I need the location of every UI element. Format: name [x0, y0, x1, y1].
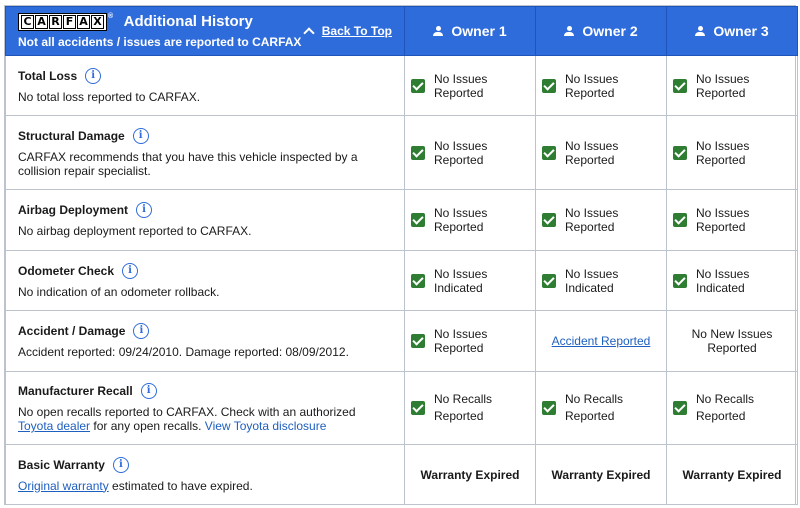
- row-title: Total Loss: [18, 68, 78, 83]
- toyota-dealer-link[interactable]: Toyota dealer: [18, 419, 91, 433]
- owner-3-status: Warranty Expired: [667, 445, 798, 505]
- check-icon: [411, 274, 425, 288]
- table-row: [6, 190, 798, 251]
- table-row: [6, 445, 798, 505]
- owner-label: Owner 3: [713, 23, 769, 39]
- check-icon: [411, 401, 425, 415]
- owner-3-status: [667, 311, 798, 372]
- check-icon: [411, 79, 425, 93]
- status-text: No Issues Reported: [565, 206, 619, 234]
- logo-letter: C: [21, 15, 34, 29]
- logo-trademark: ®: [108, 12, 114, 20]
- row-title: Structural Damage: [18, 128, 125, 143]
- logo-letter: A: [35, 15, 48, 29]
- status-text: No Recalls Reported: [434, 392, 493, 423]
- person-icon: [564, 26, 574, 36]
- logo-letter: A: [77, 15, 90, 29]
- info-icon[interactable]: i: [113, 457, 129, 473]
- check-icon: [411, 146, 425, 160]
- row-label-cell: [6, 116, 405, 190]
- table-row: [6, 311, 798, 372]
- desc-text: estimated to have expired.: [108, 478, 253, 493]
- status-text: No Issues Reported: [565, 138, 619, 167]
- section-title: Additional History: [123, 13, 253, 31]
- row-description: [18, 405, 392, 433]
- back-to-top-label: Back To Top: [321, 24, 392, 38]
- check-icon: [673, 274, 687, 288]
- person-icon: [695, 26, 705, 36]
- desc-text: No open recalls reported to CARFAX. Check with an authorized: [18, 405, 356, 419]
- row-description: No total loss reported to CARFAX.: [18, 89, 201, 104]
- row-title: Odometer Check: [18, 263, 115, 278]
- check-icon: [673, 79, 687, 93]
- status-text: No Issues Reported: [434, 327, 488, 355]
- check-icon: [673, 146, 687, 160]
- owner-2-status: [536, 116, 667, 190]
- status-text: No Issues Reported: [696, 71, 750, 100]
- check-icon: [542, 401, 556, 415]
- row-description: Accident reported: 09/24/2010. Damage reported: 08/09/2012.: [18, 345, 349, 359]
- owner-2-status: [536, 372, 667, 445]
- owner-2-status: [536, 56, 667, 116]
- owner-3-status: [667, 190, 798, 251]
- table-row: [6, 372, 798, 445]
- row-label-cell: [6, 372, 405, 445]
- header-row: [6, 7, 798, 56]
- status-text: No Recalls Reported: [696, 392, 755, 423]
- owner-1-status: [405, 251, 536, 311]
- status-text: No Issues Reported: [565, 71, 619, 100]
- logo-letter: R: [49, 15, 62, 29]
- status-text: No Issues Reported: [434, 71, 488, 100]
- check-icon: [542, 79, 556, 93]
- info-icon[interactable]: i: [85, 68, 101, 84]
- row-description: CARFAX recommends that you have this vehicle inspected by a collision repair specialist.: [18, 149, 358, 178]
- status-text: No Issues Indicated: [565, 266, 619, 295]
- owner-1-status: [405, 190, 536, 251]
- back-to-top-link[interactable]: [305, 24, 392, 38]
- additional-history-table: [4, 5, 796, 505]
- owner-3-header: [667, 7, 798, 56]
- row-label-cell: [6, 251, 405, 311]
- owner-3-status: [667, 56, 798, 116]
- logo-letter: X: [91, 15, 104, 29]
- table-row: [6, 251, 798, 311]
- table-row: [6, 56, 798, 116]
- row-title: Basic Warranty: [18, 457, 105, 472]
- check-icon: [542, 213, 556, 227]
- row-label-cell: [6, 56, 405, 116]
- row-description: No airbag deployment reported to CARFAX.: [18, 224, 252, 238]
- check-icon: [542, 274, 556, 288]
- owner-1-status: [405, 311, 536, 372]
- row-label-cell: [6, 190, 405, 251]
- info-icon[interactable]: i: [133, 128, 149, 144]
- info-icon[interactable]: i: [141, 383, 157, 399]
- original-warranty-link[interactable]: Original warranty: [18, 478, 109, 493]
- owner-3-status: [667, 372, 798, 445]
- check-icon: [411, 213, 425, 227]
- status-text: No New Issues Reported: [691, 327, 773, 355]
- info-icon[interactable]: i: [136, 202, 152, 218]
- row-label-cell: [6, 445, 405, 505]
- info-icon[interactable]: i: [122, 263, 138, 279]
- status-text: No Issues Indicated: [434, 266, 488, 295]
- row-title: Airbag Deployment: [18, 203, 129, 217]
- owner-2-header: [536, 7, 667, 56]
- accident-reported-link[interactable]: Accident Reported: [551, 334, 651, 348]
- owner-1-status: Warranty Expired: [405, 445, 536, 505]
- check-icon: [411, 334, 425, 348]
- status-text: No Issues Reported: [434, 206, 488, 234]
- owner-2-status: [536, 311, 667, 372]
- carfax-logo: [18, 13, 107, 31]
- info-icon[interactable]: i: [133, 323, 149, 339]
- logo-letter: F: [63, 15, 76, 29]
- status-text: No Issues Reported: [696, 138, 750, 167]
- row-title: Manufacturer Recall: [18, 384, 133, 398]
- person-icon: [433, 26, 443, 36]
- status-text: No Issues Reported: [434, 138, 488, 167]
- owner-1-status: [405, 372, 536, 445]
- row-title: Accident / Damage: [18, 324, 126, 338]
- owner-2-status: Warranty Expired: [536, 445, 667, 505]
- table-row: [6, 116, 798, 190]
- owner-label: Owner 1: [451, 23, 507, 39]
- status-text: No Recalls Reported: [565, 392, 624, 423]
- row-description: [18, 479, 392, 493]
- check-icon: [673, 213, 687, 227]
- section-subtitle: Not all accidents / issues are reported to CARFAX: [18, 35, 302, 50]
- chevron-up-icon: [303, 27, 314, 38]
- owner-2-status: [536, 190, 667, 251]
- row-description: No indication of an odometer rollback.: [18, 284, 220, 299]
- check-icon: [542, 146, 556, 160]
- owner-1-status: [405, 116, 536, 190]
- check-icon: [673, 401, 687, 415]
- owner-label: Owner 2: [582, 23, 638, 39]
- view-toyota-disclosure-link[interactable]: View Toyota disclosure: [204, 419, 327, 433]
- desc-text: for any open recalls.: [90, 419, 205, 433]
- owner-2-status: [536, 251, 667, 311]
- row-label-cell: [6, 311, 405, 372]
- status-text: No Issues Reported: [696, 206, 750, 234]
- owner-3-status: [667, 116, 798, 190]
- owner-1-status: [405, 56, 536, 116]
- owner-1-header: [405, 7, 536, 56]
- owner-3-status: [667, 251, 798, 311]
- header-title-cell: [6, 7, 405, 56]
- status-text: No Issues Indicated: [696, 266, 750, 295]
